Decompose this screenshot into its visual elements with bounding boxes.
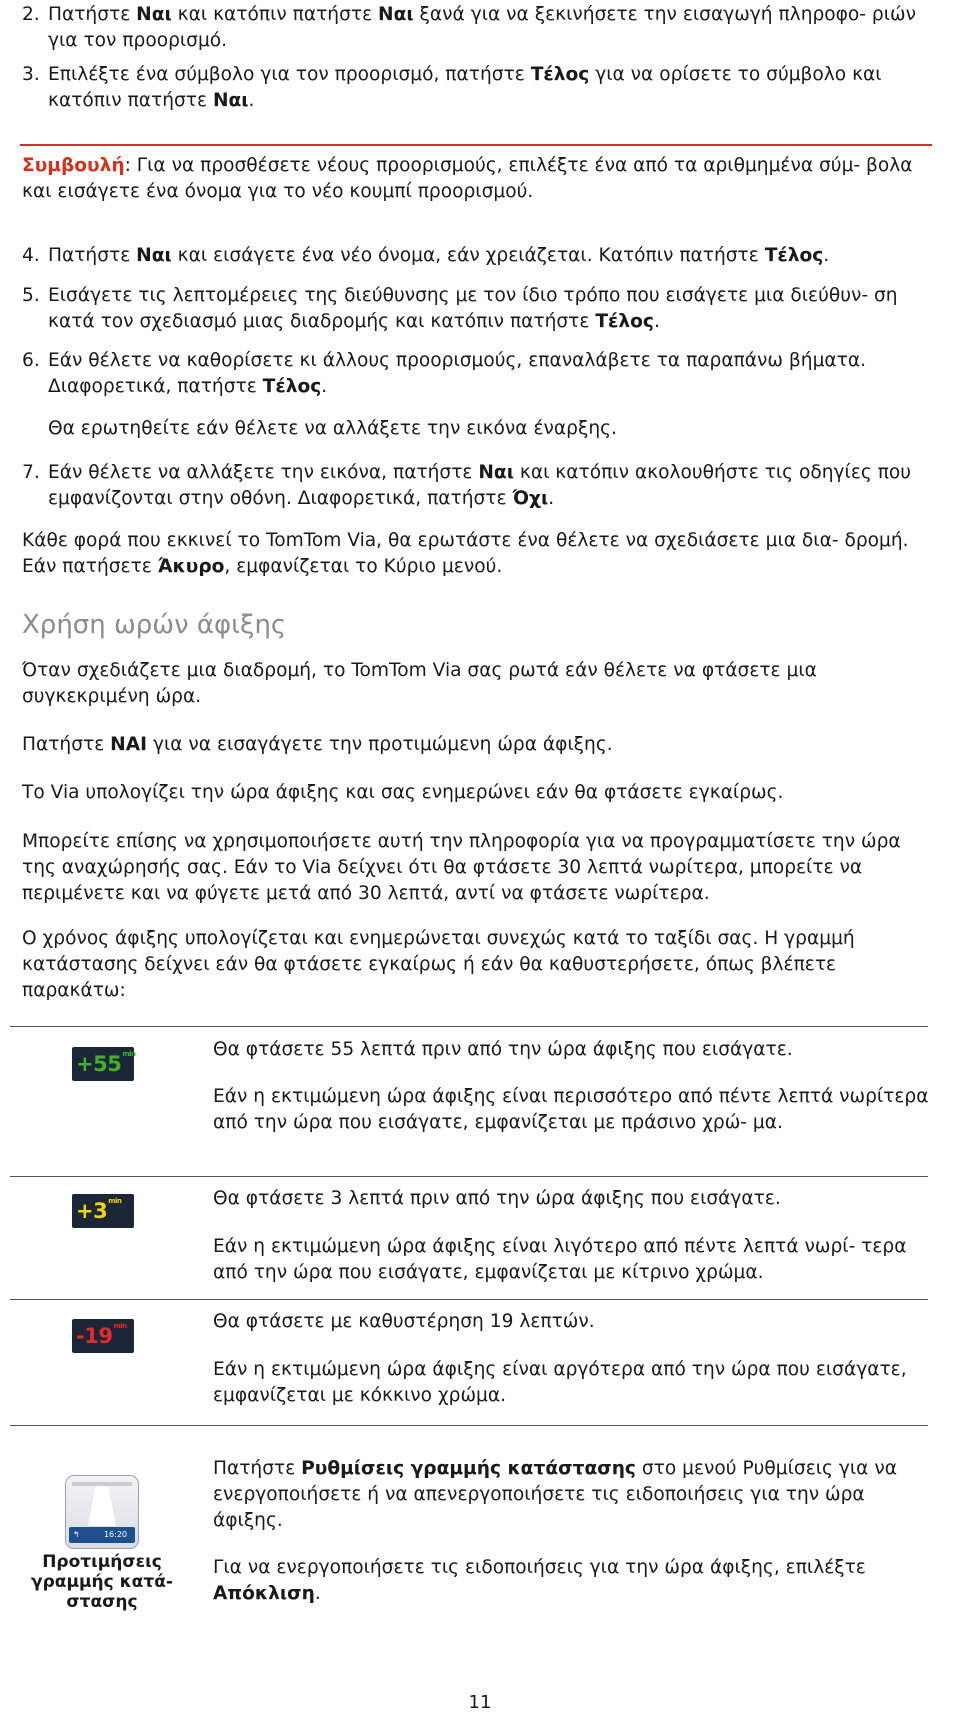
startup-paragraph <box>22 528 932 580</box>
step-text: Εάν θέλετε να καθορίσετε κι άλλους προορισμούς, επαναλάβετε τα παραπάνω βήματα. Διαφορετικά, πατήστε <box>48 350 867 397</box>
step-text: και εισάγετε ένα νέο όνομα, εάν χρειάζεται. Κατόπιν πατήστε <box>171 245 765 266</box>
row-line-1: Θα φτάσετε με καθυστέρηση 19 λεπτών. <box>213 1311 595 1332</box>
step-bold: Ναι <box>136 245 172 266</box>
step-text: . <box>321 376 328 397</box>
para-text: . <box>314 1583 321 1604</box>
para-bold: Άκυρο <box>157 556 225 577</box>
arrival-paragraph-3: Το Via υπολογίζει την ώρα άφιξης και σας ενημερώνει εάν θα φτάσετε εγκαίρως. <box>22 782 784 803</box>
para-text: Για να ενεργοποιήσετε τις ειδοποιήσεις για την ώρα άφιξης, επιλέξτε <box>213 1557 866 1578</box>
step-bold: Ναι <box>136 4 172 25</box>
section-heading: Χρήση ωρών άφιξης <box>22 610 287 640</box>
para-bold: ΝΑΙ <box>110 734 148 755</box>
step-5 <box>22 283 932 335</box>
step-bold: Τέλος <box>764 245 824 266</box>
step-text: Πατήστε <box>48 245 137 266</box>
para-text: Κάθε φορά που εκκινεί το TomTom Via, θα ερωτάστε ένα θέλετε να σχεδιάσετε μια δια- δρομή. Εάν πατήσετε <box>22 530 909 577</box>
table-rule-top <box>10 1026 928 1027</box>
row-line-2: Εάν η εκτιμώμενη ώρα άφιξης είναι λιγότερο από πέντε λεπτά νωρί- τερα από την ώρα που εισάγατε, εμφανίζεται με κίτρινο χρώμα. <box>213 1236 907 1283</box>
step-text: για να ορίσετε το σύμβολο και κατόπιν πατήστε <box>48 64 882 111</box>
arrival-badge-yellow <box>72 1194 134 1228</box>
hint-rule <box>20 144 932 146</box>
arrival-paragraph-1: Όταν σχεδιάζετε μια διαδρομή, το TomTom Via σας ρωτά εάν θέλετε να φτάσετε μια συγκεκριμένη ώρα. <box>22 660 817 707</box>
para-text: , εμφανίζεται το Κύριο μενού. <box>224 556 503 577</box>
badge-unit: min <box>122 1050 136 1058</box>
step-number: 7. <box>22 462 40 483</box>
row-line-2: Εάν η εκτιμώμενη ώρα άφιξης είναι περισσότερο από πέντε λεπτά νωρίτερα από την ώρα που εισάγατε, εμφανίζεται με πράσινο χρώ- μα. <box>213 1086 929 1133</box>
para-text: για να εισαγάγετε την προτιμώμενη ώρα άφιξης. <box>147 734 613 755</box>
badge-value: +55 <box>76 1052 122 1076</box>
step-6 <box>22 348 932 400</box>
step-text: Εισάγετε τις λεπτομέρειες της διεύθυνσης με τον ίδιο τρόπο που εισάγετε μια διεύθυν- ση κατά τον σχεδιασμό μιας διαδρομής και κατόπιν πατήστε <box>48 285 898 332</box>
arrival-badge-green <box>72 1047 134 1081</box>
badge-unit: min <box>108 1197 122 1205</box>
step-text: . <box>653 311 660 332</box>
step-bold: Όχι <box>512 488 549 509</box>
arrival-paragraph-5: Ο χρόνος άφιξης υπολογίζεται και ενημερώνεται συνεχώς κατά το ταξίδι σας. Η γραμμή κατάστασης δείχνει εάν θα φτάσετε εγκαίρως ή εάν θα καθυστερήσετε, όπως βλέπετε παρακάτω: <box>22 928 855 1001</box>
row-line-2: Εάν η εκτιμώμενη ώρα άφιξης είναι αργότερα από την ώρα που εισάγατε, εμφανίζεται με κόκκινο χρώμα. <box>213 1359 907 1406</box>
table-rule-bottom <box>10 1425 928 1426</box>
page-number: 11 <box>468 1692 492 1713</box>
step-number: 2. <box>22 4 40 25</box>
badge-value: +3 <box>76 1199 108 1223</box>
step-text: . <box>548 488 555 509</box>
step-2 <box>22 2 932 54</box>
mini-status-bar <box>69 1527 135 1543</box>
para-bold: Απόκλιση <box>213 1583 315 1604</box>
step-text: Πατήστε <box>48 4 137 25</box>
step-text: ξανά για να ξεκινήσετε την εισαγωγή πληροφο- ριών για τον προορισμό. <box>48 4 916 51</box>
table-rule <box>10 1176 928 1177</box>
settings-paragraph-1 <box>213 1456 933 1534</box>
status-bar-preferences-icon[interactable] <box>65 1475 139 1549</box>
road-graphic-icon <box>66 1476 138 1526</box>
step-bold: Τέλος <box>262 376 322 397</box>
step-number: 5. <box>22 285 40 306</box>
hint-label: Συμβουλή <box>22 155 125 176</box>
step-6-note: Θα ερωτηθείτε εάν θέλετε να αλλάξετε την εικόνα έναρξης. <box>48 418 617 439</box>
arrival-paragraph-2 <box>22 732 932 758</box>
step-bold: Ναι <box>478 462 514 483</box>
settings-caption: Προτιμήσεις γραμμής κατά- στασης <box>31 1552 173 1612</box>
step-text: Επιλέξτε ένα σύμβολο για τον προορισμό, πατήστε <box>48 64 531 85</box>
turn-arrow-icon: ↰ <box>73 1530 80 1539</box>
step-text: και κατόπιν πατήστε <box>171 4 379 25</box>
step-text: και κατόπιν ακολουθήστε τις οδηγίες που εμφανίζονται στην οθόνη. Διαφορετικά, πατήστε <box>48 462 912 509</box>
settings-paragraph-2 <box>213 1555 933 1607</box>
step-7 <box>22 460 932 512</box>
step-4 <box>22 243 932 269</box>
mini-time: 16:20 <box>103 1530 127 1539</box>
badge-value: -19 <box>76 1324 113 1348</box>
step-bold: Τέλος <box>530 64 590 85</box>
para-text: στο μενού Ρυθμίσεις για να ενεργοποιήσετε ή να απενεργοποιήσετε τις ειδοποιήσεις για την ώρα άφιξης. <box>213 1458 897 1531</box>
arrival-badge-red <box>72 1319 134 1353</box>
step-text: Εάν θέλετε να αλλάξετε την εικόνα, πατήστε <box>48 462 479 483</box>
step-bold: Ναι <box>378 4 414 25</box>
step-bold: Τέλος <box>595 311 654 332</box>
hint-text: : Για να προσθέσετε νέους προορισμούς, επιλέξτε ένα από τα αριθμημένα σύμ- βολα και εισάγετε ένα όνομα για το νέο κουμπί προορισμού. <box>22 155 913 202</box>
badge-unit: min <box>113 1322 127 1330</box>
step-number: 4. <box>22 245 40 266</box>
step-number: 3. <box>22 64 40 85</box>
para-text: Πατήστε <box>22 734 111 755</box>
step-text: . <box>248 90 255 111</box>
row-line-1: Θα φτάσετε 3 λεπτά πριν από την ώρα άφιξης που εισάγατε. <box>213 1188 781 1209</box>
step-text: . <box>823 245 830 266</box>
row-line-1: Θα φτάσετε 55 λεπτά πριν από την ώρα άφιξης που εισάγατε. <box>213 1039 793 1060</box>
para-text: Πατήστε <box>213 1458 302 1479</box>
step-number: 6. <box>22 350 40 371</box>
para-bold: Ρυθμίσεις γραμμής κατάστασης <box>301 1458 636 1479</box>
table-rule <box>10 1299 928 1300</box>
hint-box <box>22 153 932 205</box>
step-3 <box>22 62 932 114</box>
step-bold: Ναι <box>212 90 249 111</box>
arrival-paragraph-4: Μπορείτε επίσης να χρησιμοποιήσετε αυτή την πληροφορία για να προγραμματίσετε την ώρα της αναχώρησής σας. Εάν το Via δείχνει ότι θα φτάσετε 30 λεπτά νωρίτερα, μπορείτε να περιμένετε και να φύγετε μετά από 30 λεπτά, αντί να φτάσετε νωρίτερα. <box>22 831 901 904</box>
